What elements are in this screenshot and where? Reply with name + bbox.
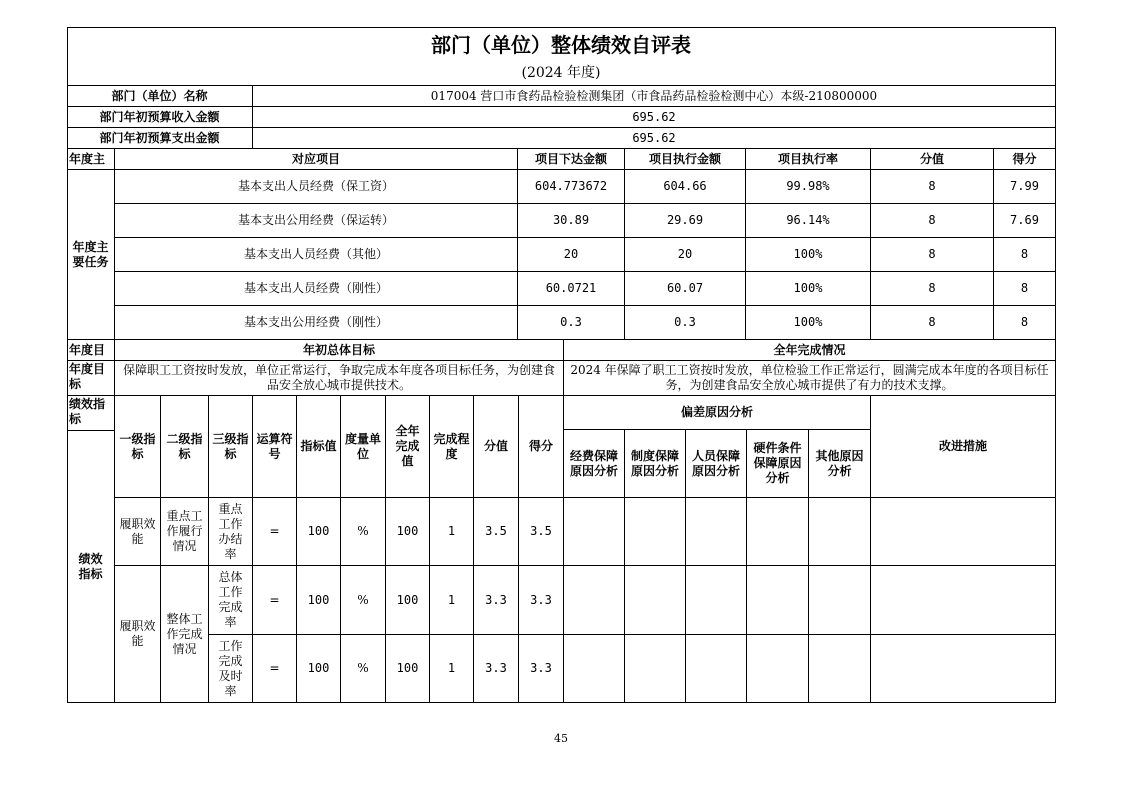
perf-header-target: 指标值 — [300, 439, 337, 453]
perf-row-target: 100 — [307, 661, 330, 675]
task-row-got: 7.69 — [1010, 213, 1039, 227]
task-row-score: 8 — [928, 179, 936, 193]
task-row-name: 基本支出人员经费（其他） — [243, 247, 388, 261]
dept-name-label: 部门（单位）名称 — [111, 88, 208, 103]
perf-row-level1: 履职效能 — [119, 619, 156, 648]
task-row-rate: 96.14% — [786, 213, 830, 227]
perf-header-operator: 运算符号 — [256, 431, 293, 461]
expense-label: 部门年初预算支出金额 — [99, 130, 220, 145]
perf-header-got: 得分 — [528, 439, 553, 453]
perf-side-top-label: 绩效指标 — [69, 397, 106, 426]
task-row-name: 基本支出公用经费（刚性） — [243, 315, 388, 329]
goal-row-label: 年度目标 — [69, 362, 106, 391]
perf-row-score: 3.3 — [485, 661, 507, 675]
income-value: 695.62 — [632, 109, 676, 124]
task-row-name: 基本支出人员经费（保工资） — [237, 179, 394, 193]
perf-row-actual: 100 — [396, 661, 419, 675]
perf-row-score: 3.3 — [485, 592, 507, 607]
perf-row-operator: = — [269, 661, 280, 675]
perf-row-target: 100 — [307, 592, 330, 607]
perf-header-improve: 改进措施 — [938, 439, 987, 453]
task-row-got: 8 — [1020, 281, 1029, 295]
goal-header-left: 年度目 — [69, 342, 106, 357]
goal-header-completion: 全年完成情况 — [773, 342, 846, 357]
perf-header-level1: 一级指标 — [119, 431, 156, 461]
perf-row-operator: = — [269, 592, 280, 607]
task-header-issued: 项目下达金额 — [534, 151, 607, 166]
perf-row-got: 3.3 — [530, 592, 552, 607]
perf-row-level1: 履职效能 — [119, 516, 156, 546]
task-header-project: 对应项目 — [291, 151, 340, 166]
perf-header-dev-hardware: 硬件条件保障原因分析 — [753, 441, 802, 485]
task-row-name: 基本支出人员经费（刚性） — [243, 281, 388, 295]
task-row-rate: 100% — [793, 315, 823, 329]
task-row-issued: 0.3 — [560, 315, 582, 329]
perf-row-operator: = — [269, 524, 280, 538]
perf-header-actual: 全年完成值 — [395, 424, 420, 468]
goal-header-initial: 年初总体目标 — [302, 342, 375, 357]
task-row-rate: 100% — [793, 247, 823, 261]
perf-header-unit: 度量单位 — [344, 431, 381, 461]
expense-value: 695.62 — [632, 130, 676, 145]
task-row-got: 8 — [1020, 315, 1029, 329]
task-row-executed: 20 — [677, 247, 693, 261]
perf-row-level2: 整体工作完成情况 — [166, 611, 203, 656]
perf-row-got: 3.5 — [530, 524, 552, 538]
perf-row-level3: 重点工作办结率 — [218, 501, 243, 561]
perf-header-deviation: 偏差原因分析 — [680, 405, 753, 419]
task-row-executed: 604.66 — [663, 179, 707, 193]
perf-row-got: 3.3 — [530, 661, 552, 675]
task-row-issued: 604.773672 — [534, 179, 608, 193]
task-row-issued: 20 — [563, 247, 579, 261]
task-row-score: 8 — [928, 247, 936, 261]
perf-row-level3: 工作完成及时率 — [218, 638, 243, 698]
perf-side-main-label: 绩效指标 — [78, 551, 103, 581]
task-header-rate: 项目执行率 — [777, 151, 838, 166]
task-header-score: 分值 — [919, 151, 944, 166]
perf-header-dev-other: 其他原因分析 — [815, 448, 864, 478]
perf-row-degree: 1 — [447, 661, 456, 675]
task-row-rate: 100% — [793, 281, 823, 295]
form-year: (2024 年度) — [521, 64, 601, 81]
perf-header-dev-funding: 经费保障原因分析 — [569, 448, 618, 478]
form-title: 部门（单位）整体绩效自评表 — [431, 32, 691, 57]
perf-row-actual: 100 — [396, 524, 419, 538]
task-row-executed: 0.3 — [674, 315, 696, 329]
task-header-executed: 项目执行金额 — [648, 151, 721, 166]
task-row-score: 8 — [928, 281, 936, 295]
perf-row-degree: 1 — [447, 592, 456, 607]
task-row-got: 7.99 — [1010, 179, 1039, 193]
task-row-name: 基本支出公用经费（保运转） — [237, 213, 394, 227]
perf-header-level2: 二级指标 — [166, 431, 203, 461]
perf-row-unit: % — [357, 524, 369, 538]
perf-header-dev-staff: 人员保障原因分析 — [691, 448, 740, 478]
task-side-label: 年度主要任务 — [72, 239, 109, 269]
perf-header-score: 分值 — [483, 439, 508, 453]
goal-initial-text: 保障职工工资按时发放，单位正常运行，争取完成本年度各项目标任务，为创建食品安全放心城市提供技术。 — [122, 363, 555, 392]
task-row-score: 8 — [928, 213, 936, 227]
task-row-issued: 60.0721 — [545, 281, 597, 295]
perf-row-unit: % — [357, 592, 369, 607]
perf-row-degree: 1 — [447, 524, 456, 538]
perf-row-level2: 重点工作履行情况 — [166, 509, 203, 553]
task-row-executed: 60.07 — [666, 281, 704, 295]
perf-row-score: 3.5 — [485, 524, 507, 538]
task-header-col0: 年度主 — [69, 151, 106, 166]
task-header-got: 得分 — [1012, 151, 1037, 166]
income-label: 部门年初预算收入金额 — [99, 109, 220, 124]
task-row-got: 8 — [1020, 247, 1029, 261]
perf-row-actual: 100 — [396, 592, 419, 607]
dept-name-value: 017004 营口市食药品检验检测集团（市食品药品检验检测中心）本级-210800000 — [430, 88, 878, 103]
task-row-score: 8 — [928, 315, 936, 329]
task-row-rate: 99.98% — [786, 179, 830, 193]
task-row-issued: 30.89 — [552, 213, 590, 227]
perf-row-unit: % — [357, 661, 369, 675]
perf-row-level3: 总体工作完成率 — [218, 570, 243, 629]
perf-row-target: 100 — [307, 524, 330, 538]
page-number: 45 — [554, 732, 568, 745]
goal-completion-text: 2024 年保障了职工工资按时发放，单位检验工作正常运行，圆满完成本年度的各项目标任务，为创建食品安全放心城市提供了有力的技术支撑。 — [570, 363, 1049, 392]
task-row-executed: 29.69 — [666, 213, 704, 227]
perf-header-level3: 三级指标 — [212, 431, 249, 461]
perf-header-dev-system: 制度保障原因分析 — [630, 448, 679, 478]
perf-header-degree: 完成程度 — [433, 431, 470, 461]
